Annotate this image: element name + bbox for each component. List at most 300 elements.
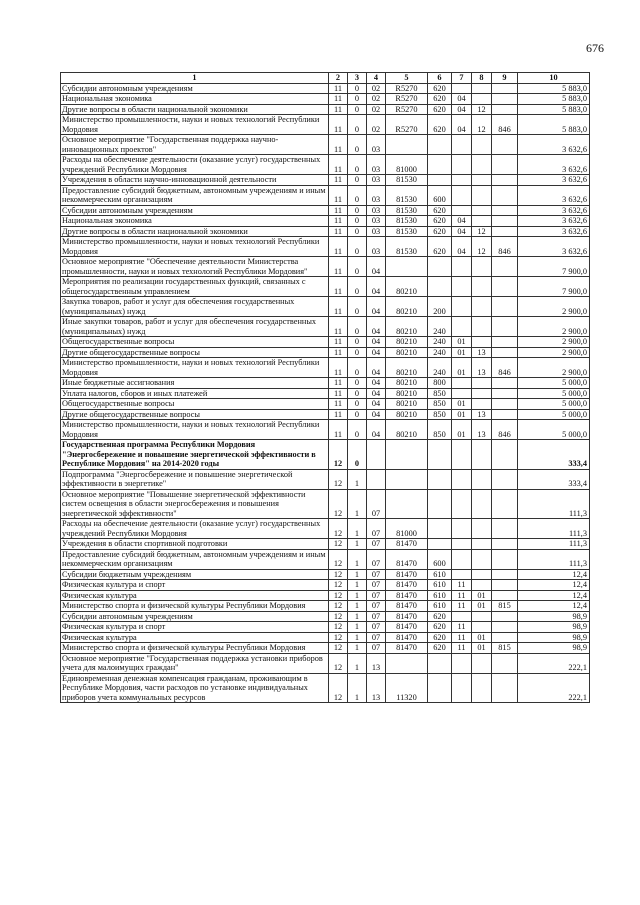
amount-cell: 2 900,0 [518, 358, 590, 378]
page-number: 676 [586, 41, 604, 55]
ministry-code-cell [492, 653, 518, 673]
ministry-code-cell [492, 104, 518, 115]
column-header: 3 [348, 73, 367, 84]
program-code-cell: 12 [329, 622, 348, 633]
direction-code-cell: 81470 [386, 632, 428, 643]
subprogram-code-cell: 0 [348, 115, 367, 135]
ministry-code-cell [492, 489, 518, 519]
program-code-cell: 12 [329, 673, 348, 703]
expense-type-cell: 620 [428, 115, 452, 135]
subsection-cell [472, 611, 492, 622]
section-cell [452, 653, 472, 673]
event-code-cell: 03 [367, 185, 386, 205]
expense-type-cell: 240 [428, 347, 452, 358]
ministry-code-cell: 815 [492, 601, 518, 612]
expense-type-cell: 600 [428, 549, 452, 569]
section-cell [452, 317, 472, 337]
direction-code-cell: 81530 [386, 216, 428, 227]
subsection-cell: 01 [472, 601, 492, 612]
table-row [61, 611, 590, 622]
amount-cell: 2 900,0 [518, 317, 590, 337]
ministry-code-cell [492, 83, 518, 94]
section-cell [452, 519, 472, 539]
ministry-code-cell [492, 622, 518, 633]
direction-code-cell: R5270 [386, 83, 428, 94]
event-code-cell: 02 [367, 83, 386, 94]
subprogram-code-cell: 0 [348, 205, 367, 216]
table-row [61, 643, 590, 654]
direction-code-cell [386, 440, 428, 470]
column-header: 8 [472, 73, 492, 84]
row-name-cell: Министерство промышленности, науки и новых технологий Республики Мордовия [61, 420, 329, 440]
program-code-cell: 11 [329, 94, 348, 105]
table-header-row [61, 73, 590, 84]
section-cell [452, 277, 472, 297]
event-code-cell: 03 [367, 216, 386, 227]
ministry-code-cell [492, 226, 518, 237]
section-cell [452, 155, 472, 175]
program-code-cell: 11 [329, 317, 348, 337]
section-cell: 01 [452, 347, 472, 358]
expense-type-cell [428, 175, 452, 186]
event-code-cell: 07 [367, 643, 386, 654]
expense-type-cell: 850 [428, 399, 452, 410]
row-name-cell: Министерство промышленности, науки и новых технологий Республики Мордовия [61, 237, 329, 257]
amount-cell: 333,4 [518, 469, 590, 489]
column-header: 2 [329, 73, 348, 84]
expense-type-cell: 610 [428, 569, 452, 580]
subprogram-code-cell: 0 [348, 399, 367, 410]
row-name-cell: Основное мероприятие "Повышение энергетической эффективности систем освещения в области энергосбережения и повышения энергетической эффективности" [61, 489, 329, 519]
direction-code-cell: 80210 [386, 388, 428, 399]
amount-cell: 5 000,0 [518, 420, 590, 440]
row-name-cell: Мероприятия по реализации государственных функций, связанных с общегосударственным управлением [61, 277, 329, 297]
event-code-cell: 07 [367, 580, 386, 591]
row-name-cell: Субсидии автономным учреждениям [61, 83, 329, 94]
column-header: 7 [452, 73, 472, 84]
expense-type-cell: 240 [428, 358, 452, 378]
expense-type-cell: 620 [428, 643, 452, 654]
event-code-cell: 07 [367, 622, 386, 633]
ministry-code-cell [492, 409, 518, 420]
expense-type-cell: 800 [428, 378, 452, 389]
ministry-code-cell [492, 378, 518, 389]
table-row [61, 115, 590, 135]
amount-cell: 7 900,0 [518, 277, 590, 297]
amount-cell: 2 900,0 [518, 297, 590, 317]
event-code-cell: 07 [367, 611, 386, 622]
program-code-cell: 12 [329, 440, 348, 470]
section-cell: 04 [452, 104, 472, 115]
direction-code-cell: 80210 [386, 347, 428, 358]
amount-cell: 111,3 [518, 489, 590, 519]
direction-code-cell: R5270 [386, 104, 428, 115]
table-row [61, 155, 590, 175]
subprogram-code-cell: 0 [348, 257, 367, 277]
ministry-code-cell [492, 94, 518, 105]
subprogram-code-cell: 0 [348, 317, 367, 337]
program-code-cell: 11 [329, 277, 348, 297]
row-name-cell: Подпрограмма "Энергосбережение и повышение энергетической эффективности в энергетике" [61, 469, 329, 489]
ministry-code-cell [492, 549, 518, 569]
table-row [61, 590, 590, 601]
program-code-cell: 12 [329, 611, 348, 622]
ministry-code-cell [492, 519, 518, 539]
section-cell: 11 [452, 601, 472, 612]
subprogram-code-cell: 0 [348, 277, 367, 297]
direction-code-cell: 80210 [386, 399, 428, 410]
direction-code-cell: 80210 [386, 378, 428, 389]
expense-type-cell [428, 257, 452, 277]
ministry-code-cell: 846 [492, 420, 518, 440]
program-code-cell: 11 [329, 297, 348, 317]
event-code-cell: 07 [367, 489, 386, 519]
subsection-cell [472, 469, 492, 489]
program-code-cell: 11 [329, 205, 348, 216]
table-row [61, 440, 590, 470]
table-row [61, 135, 590, 155]
amount-cell: 111,3 [518, 539, 590, 550]
row-name-cell: Субсидии автономным учреждениям [61, 611, 329, 622]
amount-cell: 222,1 [518, 653, 590, 673]
subprogram-code-cell: 0 [348, 104, 367, 115]
table-row [61, 489, 590, 519]
section-cell [452, 257, 472, 277]
direction-code-cell: 81470 [386, 622, 428, 633]
program-code-cell: 11 [329, 216, 348, 227]
subsection-cell [472, 539, 492, 550]
row-name-cell: Предоставление субсидий бюджетным, автономным учреждениям и иным некоммерческим организациям [61, 549, 329, 569]
program-code-cell: 12 [329, 643, 348, 654]
row-name-cell: Единовременная денежная компенсация гражданам, проживающим в Республике Мордовия, части расходов по установке индивидуальных приборов учета коммунальных ресурсов [61, 673, 329, 703]
direction-code-cell: 81530 [386, 185, 428, 205]
subprogram-code-cell: 0 [348, 378, 367, 389]
direction-code-cell: 81530 [386, 175, 428, 186]
section-cell [452, 388, 472, 399]
program-code-cell: 12 [329, 580, 348, 591]
section-cell: 11 [452, 632, 472, 643]
table-row [61, 358, 590, 378]
subsection-cell: 01 [472, 590, 492, 601]
table-row [61, 317, 590, 337]
program-code-cell: 12 [329, 653, 348, 673]
direction-code-cell: R5270 [386, 94, 428, 105]
subprogram-code-cell: 1 [348, 580, 367, 591]
amount-cell: 5 883,0 [518, 83, 590, 94]
direction-code-cell: 81470 [386, 611, 428, 622]
row-name-cell: Другие вопросы в области национальной экономики [61, 226, 329, 237]
direction-code-cell: 80210 [386, 317, 428, 337]
program-code-cell: 12 [329, 519, 348, 539]
expense-type-cell [428, 440, 452, 470]
expense-type-cell: 620 [428, 83, 452, 94]
event-code-cell: 07 [367, 632, 386, 643]
subsection-cell [472, 519, 492, 539]
program-code-cell: 12 [329, 539, 348, 550]
subsection-cell [472, 277, 492, 297]
table-row [61, 347, 590, 358]
expense-type-cell [428, 519, 452, 539]
event-code-cell: 03 [367, 205, 386, 216]
amount-cell: 98,9 [518, 622, 590, 633]
event-code-cell: 04 [367, 409, 386, 420]
section-cell [452, 469, 472, 489]
ministry-code-cell [492, 347, 518, 358]
table-row [61, 175, 590, 186]
table-row [61, 216, 590, 227]
row-name-cell: Иные бюджетные ассигнования [61, 378, 329, 389]
section-cell [452, 378, 472, 389]
direction-code-cell [386, 469, 428, 489]
subsection-cell: 01 [472, 643, 492, 654]
amount-cell: 7 900,0 [518, 257, 590, 277]
direction-code-cell: 80210 [386, 420, 428, 440]
expense-type-cell [428, 135, 452, 155]
row-name-cell: Субсидии бюджетным учреждениям [61, 569, 329, 580]
ministry-code-cell [492, 257, 518, 277]
subsection-cell [472, 135, 492, 155]
direction-code-cell: 80210 [386, 409, 428, 420]
section-cell [452, 185, 472, 205]
event-code-cell: 04 [367, 420, 386, 440]
budget-table [60, 72, 590, 703]
table-row [61, 378, 590, 389]
table-row [61, 409, 590, 420]
table-row [61, 257, 590, 277]
ministry-code-cell [492, 277, 518, 297]
expense-type-cell: 620 [428, 94, 452, 105]
event-code-cell: 07 [367, 569, 386, 580]
event-code-cell: 04 [367, 277, 386, 297]
table-row [61, 673, 590, 703]
expense-type-cell: 610 [428, 601, 452, 612]
event-code-cell [367, 440, 386, 470]
ministry-code-cell [492, 155, 518, 175]
expense-type-cell [428, 489, 452, 519]
subsection-cell [472, 337, 492, 348]
subsection-cell [472, 83, 492, 94]
program-code-cell: 12 [329, 549, 348, 569]
subsection-cell: 01 [472, 632, 492, 643]
ministry-code-cell [492, 440, 518, 470]
table-row [61, 549, 590, 569]
program-code-cell: 11 [329, 388, 348, 399]
expense-type-cell: 620 [428, 611, 452, 622]
subprogram-code-cell: 0 [348, 185, 367, 205]
section-cell: 04 [452, 237, 472, 257]
amount-cell: 12,4 [518, 590, 590, 601]
expense-type-cell [428, 469, 452, 489]
event-code-cell: 03 [367, 135, 386, 155]
subprogram-code-cell: 0 [348, 420, 367, 440]
program-code-cell: 11 [329, 175, 348, 186]
table-row [61, 622, 590, 633]
table-row [61, 580, 590, 591]
row-name-cell: Физическая культура [61, 632, 329, 643]
row-name-cell: Физическая культура и спорт [61, 580, 329, 591]
subprogram-code-cell: 0 [348, 388, 367, 399]
row-name-cell: Национальная экономика [61, 94, 329, 105]
program-code-cell: 11 [329, 104, 348, 115]
direction-code-cell: 81470 [386, 539, 428, 550]
subprogram-code-cell: 0 [348, 440, 367, 470]
subsection-cell [472, 317, 492, 337]
ministry-code-cell: 815 [492, 643, 518, 654]
subprogram-code-cell: 1 [348, 549, 367, 569]
table-row [61, 469, 590, 489]
section-cell [452, 440, 472, 470]
subprogram-code-cell: 1 [348, 569, 367, 580]
subsection-cell [472, 673, 492, 703]
amount-cell: 5 883,0 [518, 104, 590, 115]
event-code-cell: 04 [367, 297, 386, 317]
row-name-cell: Уплата налогов, сборов и иных платежей [61, 388, 329, 399]
row-name-cell: Предоставление субсидий бюджетным, автономным учреждениям и иным некоммерческим организациям [61, 185, 329, 205]
expense-type-cell: 620 [428, 205, 452, 216]
subprogram-code-cell: 1 [348, 489, 367, 519]
section-cell: 11 [452, 622, 472, 633]
subprogram-code-cell: 1 [348, 643, 367, 654]
row-name-cell: Субсидии автономным учреждениям [61, 205, 329, 216]
ministry-code-cell: 846 [492, 358, 518, 378]
ministry-code-cell [492, 539, 518, 550]
ministry-code-cell [492, 337, 518, 348]
event-code-cell: 07 [367, 590, 386, 601]
subsection-cell [472, 205, 492, 216]
subprogram-code-cell: 0 [348, 297, 367, 317]
direction-code-cell: 81470 [386, 590, 428, 601]
direction-code-cell [386, 135, 428, 155]
program-code-cell: 11 [329, 237, 348, 257]
expense-type-cell: 620 [428, 216, 452, 227]
column-header: 5 [386, 73, 428, 84]
event-code-cell: 02 [367, 104, 386, 115]
event-code-cell: 04 [367, 317, 386, 337]
row-name-cell: Иные закупки товаров, работ и услуг для обеспечения государственных (муниципальных) нужд [61, 317, 329, 337]
table-row [61, 399, 590, 410]
section-cell [452, 175, 472, 186]
ministry-code-cell [492, 185, 518, 205]
subsection-cell [472, 257, 492, 277]
amount-cell: 98,9 [518, 643, 590, 654]
subprogram-code-cell: 1 [348, 601, 367, 612]
table-row [61, 185, 590, 205]
subprogram-code-cell: 0 [348, 237, 367, 257]
section-cell [452, 673, 472, 703]
table-row [61, 277, 590, 297]
event-code-cell: 04 [367, 358, 386, 378]
subprogram-code-cell: 0 [348, 226, 367, 237]
event-code-cell: 07 [367, 519, 386, 539]
row-name-cell: Учреждения в области научно-инновационной деятельности [61, 175, 329, 186]
event-code-cell: 02 [367, 115, 386, 135]
section-cell: 04 [452, 226, 472, 237]
row-name-cell: Общегосударственные вопросы [61, 337, 329, 348]
direction-code-cell: 81530 [386, 205, 428, 216]
expense-type-cell: 620 [428, 104, 452, 115]
table-row [61, 237, 590, 257]
ministry-code-cell [492, 590, 518, 601]
section-cell [452, 135, 472, 155]
subprogram-code-cell: 0 [348, 337, 367, 348]
program-code-cell: 11 [329, 83, 348, 94]
event-code-cell: 02 [367, 94, 386, 105]
program-code-cell: 12 [329, 569, 348, 580]
amount-cell: 3 632,6 [518, 185, 590, 205]
column-header: 9 [492, 73, 518, 84]
expense-type-cell [428, 155, 452, 175]
row-name-cell: Расходы на обеспечение деятельности (оказание услуг) государственных учреждений Республики Мордовия [61, 519, 329, 539]
row-name-cell: Расходы на обеспечение деятельности (оказание услуг) государственных учреждений Республики Мордовия [61, 155, 329, 175]
program-code-cell: 12 [329, 489, 348, 519]
amount-cell: 3 632,6 [518, 205, 590, 216]
subprogram-code-cell: 0 [348, 216, 367, 227]
section-cell [452, 83, 472, 94]
section-cell: 04 [452, 216, 472, 227]
section-cell [452, 205, 472, 216]
expense-type-cell: 620 [428, 622, 452, 633]
expense-type-cell: 600 [428, 185, 452, 205]
row-name-cell: Учреждения в области спортивной подготовки [61, 539, 329, 550]
subsection-cell: 13 [472, 409, 492, 420]
expense-type-cell [428, 673, 452, 703]
event-code-cell: 04 [367, 337, 386, 348]
program-code-cell: 11 [329, 409, 348, 420]
subprogram-code-cell: 1 [348, 590, 367, 601]
section-cell: 11 [452, 590, 472, 601]
subsection-cell: 12 [472, 104, 492, 115]
subsection-cell [472, 185, 492, 205]
expense-type-cell: 610 [428, 580, 452, 591]
direction-code-cell [386, 653, 428, 673]
subprogram-code-cell: 1 [348, 673, 367, 703]
subsection-cell: 12 [472, 226, 492, 237]
event-code-cell: 04 [367, 257, 386, 277]
ministry-code-cell [492, 216, 518, 227]
subsection-cell [472, 440, 492, 470]
row-name-cell: Министерство спорта и физической культуры Республики Мордовия [61, 643, 329, 654]
program-code-cell: 11 [329, 399, 348, 410]
table-row [61, 653, 590, 673]
amount-cell: 12,4 [518, 580, 590, 591]
amount-cell: 5 000,0 [518, 388, 590, 399]
subsection-cell: 12 [472, 237, 492, 257]
ministry-code-cell [492, 317, 518, 337]
amount-cell: 3 632,6 [518, 135, 590, 155]
table-row [61, 632, 590, 643]
amount-cell: 12,4 [518, 601, 590, 612]
program-code-cell: 11 [329, 378, 348, 389]
table-row [61, 94, 590, 105]
subsection-cell: 13 [472, 420, 492, 440]
subprogram-code-cell: 1 [348, 611, 367, 622]
column-header: 10 [518, 73, 590, 84]
program-code-cell: 12 [329, 469, 348, 489]
row-name-cell: Министерство спорта и физической культуры Республики Мордовия [61, 601, 329, 612]
row-name-cell: Основное мероприятие "Обеспечение деятельности Министерства промышленности, науки и новых технологий Республики Мордовия" [61, 257, 329, 277]
program-code-cell: 11 [329, 155, 348, 175]
subsection-cell [472, 549, 492, 569]
amount-cell: 3 632,6 [518, 155, 590, 175]
amount-cell: 3 632,6 [518, 237, 590, 257]
section-cell [452, 569, 472, 580]
direction-code-cell: 80210 [386, 337, 428, 348]
direction-code-cell: R5270 [386, 115, 428, 135]
program-code-cell: 11 [329, 135, 348, 155]
table-row [61, 205, 590, 216]
direction-code-cell: 80210 [386, 358, 428, 378]
section-cell: 11 [452, 643, 472, 654]
